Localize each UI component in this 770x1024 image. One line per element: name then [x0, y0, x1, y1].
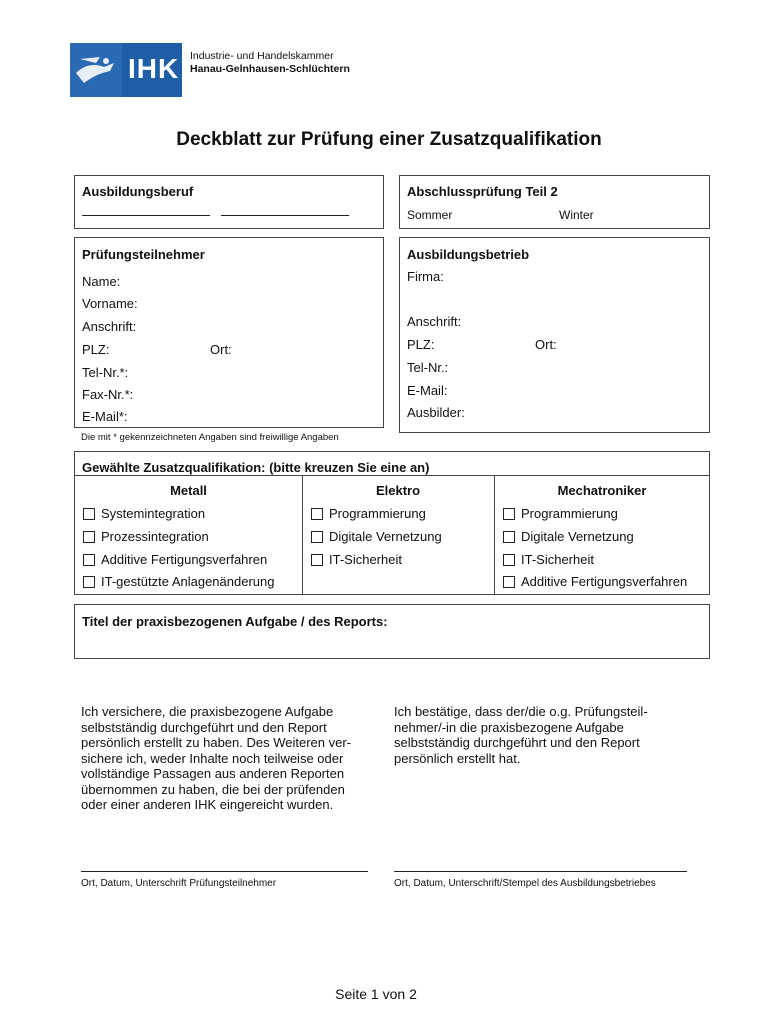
- column-title-elektro: Elektro: [375, 483, 421, 498]
- ort-label: Ort:: [210, 342, 232, 357]
- option-mecha-programmierung[interactable]: Programmierung: [503, 506, 618, 521]
- betrieb-ort-label: Ort:: [535, 337, 557, 352]
- checkbox[interactable]: [83, 531, 95, 543]
- ausbildungsberuf-heading: Ausbildungsberuf: [82, 184, 194, 199]
- footnote: Die mit * gekennzeichneten Angaben sind freiwillige Angaben: [81, 432, 339, 443]
- option-elektro-it-sicherheit[interactable]: IT-Sicherheit: [311, 552, 402, 567]
- signature-line-right[interactable]: [394, 871, 687, 872]
- betrieb-heading: Ausbildungsbetrieb: [407, 247, 530, 262]
- plz-label: PLZ:: [82, 342, 110, 357]
- fax-label: Fax-Nr.*:: [82, 387, 134, 402]
- tel-label: Tel-Nr.*:: [82, 365, 129, 380]
- name-label: Name:: [82, 274, 121, 289]
- option-metall-systemintegration[interactable]: Systemintegration: [83, 506, 205, 521]
- option-mecha-it-sicherheit[interactable]: IT-Sicherheit: [503, 552, 594, 567]
- checkbox[interactable]: [311, 554, 323, 566]
- firma-label: Firma:: [407, 269, 444, 284]
- betrieb-email-label: E-Mail:: [407, 383, 448, 398]
- ihk-logo: [70, 43, 182, 97]
- zusatz-table: [74, 451, 710, 595]
- teilnehmer-box: [74, 237, 384, 428]
- checkbox[interactable]: [83, 508, 95, 520]
- ausbilder-label: Ausbilder:: [407, 405, 465, 420]
- betrieb-plz-label: PLZ:: [407, 337, 435, 352]
- checkbox[interactable]: [503, 554, 515, 566]
- ausbildungsberuf-line-1[interactable]: [82, 215, 210, 216]
- report-heading: Titel der praxisbezogenen Aufgabe / des Reports:: [82, 614, 388, 629]
- vorname-label: Vorname:: [82, 296, 138, 311]
- ausbildungsberuf-box: [74, 175, 384, 229]
- option-elektro-vernetzung[interactable]: Digitale Vernetzung: [311, 529, 442, 544]
- checkbox[interactable]: [83, 554, 95, 566]
- signature-label-right: Ort, Datum, Unterschrift/Stempel des Ausbildungsbetriebes: [394, 878, 656, 889]
- sommer-label[interactable]: Sommer: [407, 208, 453, 222]
- signature-line-left[interactable]: [81, 871, 368, 872]
- org-line-1: Industrie- und Handelskammer: [190, 50, 334, 62]
- email-label: E-Mail*:: [82, 409, 128, 424]
- zusatz-heading: Gewählte Zusatzqualifikation: (bitte kreuzen Sie eine an): [82, 460, 430, 475]
- betrieb-box: [399, 237, 710, 433]
- page-title: Deckblatt zur Prüfung einer Zusatzqualifikation: [176, 129, 602, 150]
- column-title-metall: Metall: [170, 483, 207, 498]
- option-metall-it-anlagen[interactable]: IT-gestützte Anlagenänderung: [83, 574, 274, 589]
- abschluss-box: [399, 175, 710, 229]
- option-metall-prozessintegration[interactable]: Prozessintegration: [83, 529, 209, 544]
- checkbox[interactable]: [311, 531, 323, 543]
- winter-label[interactable]: Winter: [559, 208, 594, 222]
- declaration-right: Ich bestätige, dass der/die o.g. Prüfungsteil- nehmer/-in die praxisbezogene Aufgabe selbstständig durchgeführt und den Report persönlich erstellt hat.: [394, 704, 648, 766]
- option-mecha-vernetzung[interactable]: Digitale Vernetzung: [503, 529, 634, 544]
- ausbildungsberuf-line-2[interactable]: [221, 215, 349, 216]
- option-mecha-additive[interactable]: Additive Fertigungsverfahren: [503, 574, 687, 589]
- abschluss-heading: Abschlussprüfung Teil 2: [407, 184, 558, 199]
- zusatz-divider: [75, 475, 709, 476]
- anschrift-label: Anschrift:: [82, 319, 137, 334]
- checkbox[interactable]: [503, 531, 515, 543]
- option-elektro-programmierung[interactable]: Programmierung: [311, 506, 426, 521]
- logo-text: IHK: [128, 53, 180, 84]
- report-title-box[interactable]: [74, 604, 710, 659]
- betrieb-tel-label: Tel-Nr.:: [407, 360, 449, 375]
- checkbox[interactable]: [503, 576, 515, 588]
- checkbox[interactable]: [503, 508, 515, 520]
- declaration-left: Ich versichere, die praxisbezogene Aufgabe selbstständig durchgeführt und den Report persönlich erstellt zu haben. Des Weiteren ver- sichere ich, weder Inhalte noch teilweise oder vollständige Passagen aus anderen Reporten übernommen zu haben, die bei der prüfenden oder einer anderen IHK eingereicht wurden.: [81, 704, 351, 812]
- option-metall-additive[interactable]: Additive Fertigungsverfahren: [83, 552, 267, 567]
- column-title-mechatroniker: Mechatroniker: [557, 483, 647, 498]
- checkbox[interactable]: [311, 508, 323, 520]
- org-name: [190, 50, 350, 76]
- page-number: Seite 1 von 2: [335, 986, 417, 1002]
- checkbox[interactable]: [83, 576, 95, 588]
- signature-label-left: Ort, Datum, Unterschrift Prüfungsteilnehmer: [81, 878, 277, 889]
- org-line-2: Hanau-Gelnhausen-Schlüchtern: [190, 63, 350, 75]
- eagle-icon: [70, 43, 122, 97]
- teilnehmer-heading: Prüfungsteilnehmer: [82, 247, 205, 262]
- betrieb-anschrift-label: Anschrift:: [407, 314, 462, 329]
